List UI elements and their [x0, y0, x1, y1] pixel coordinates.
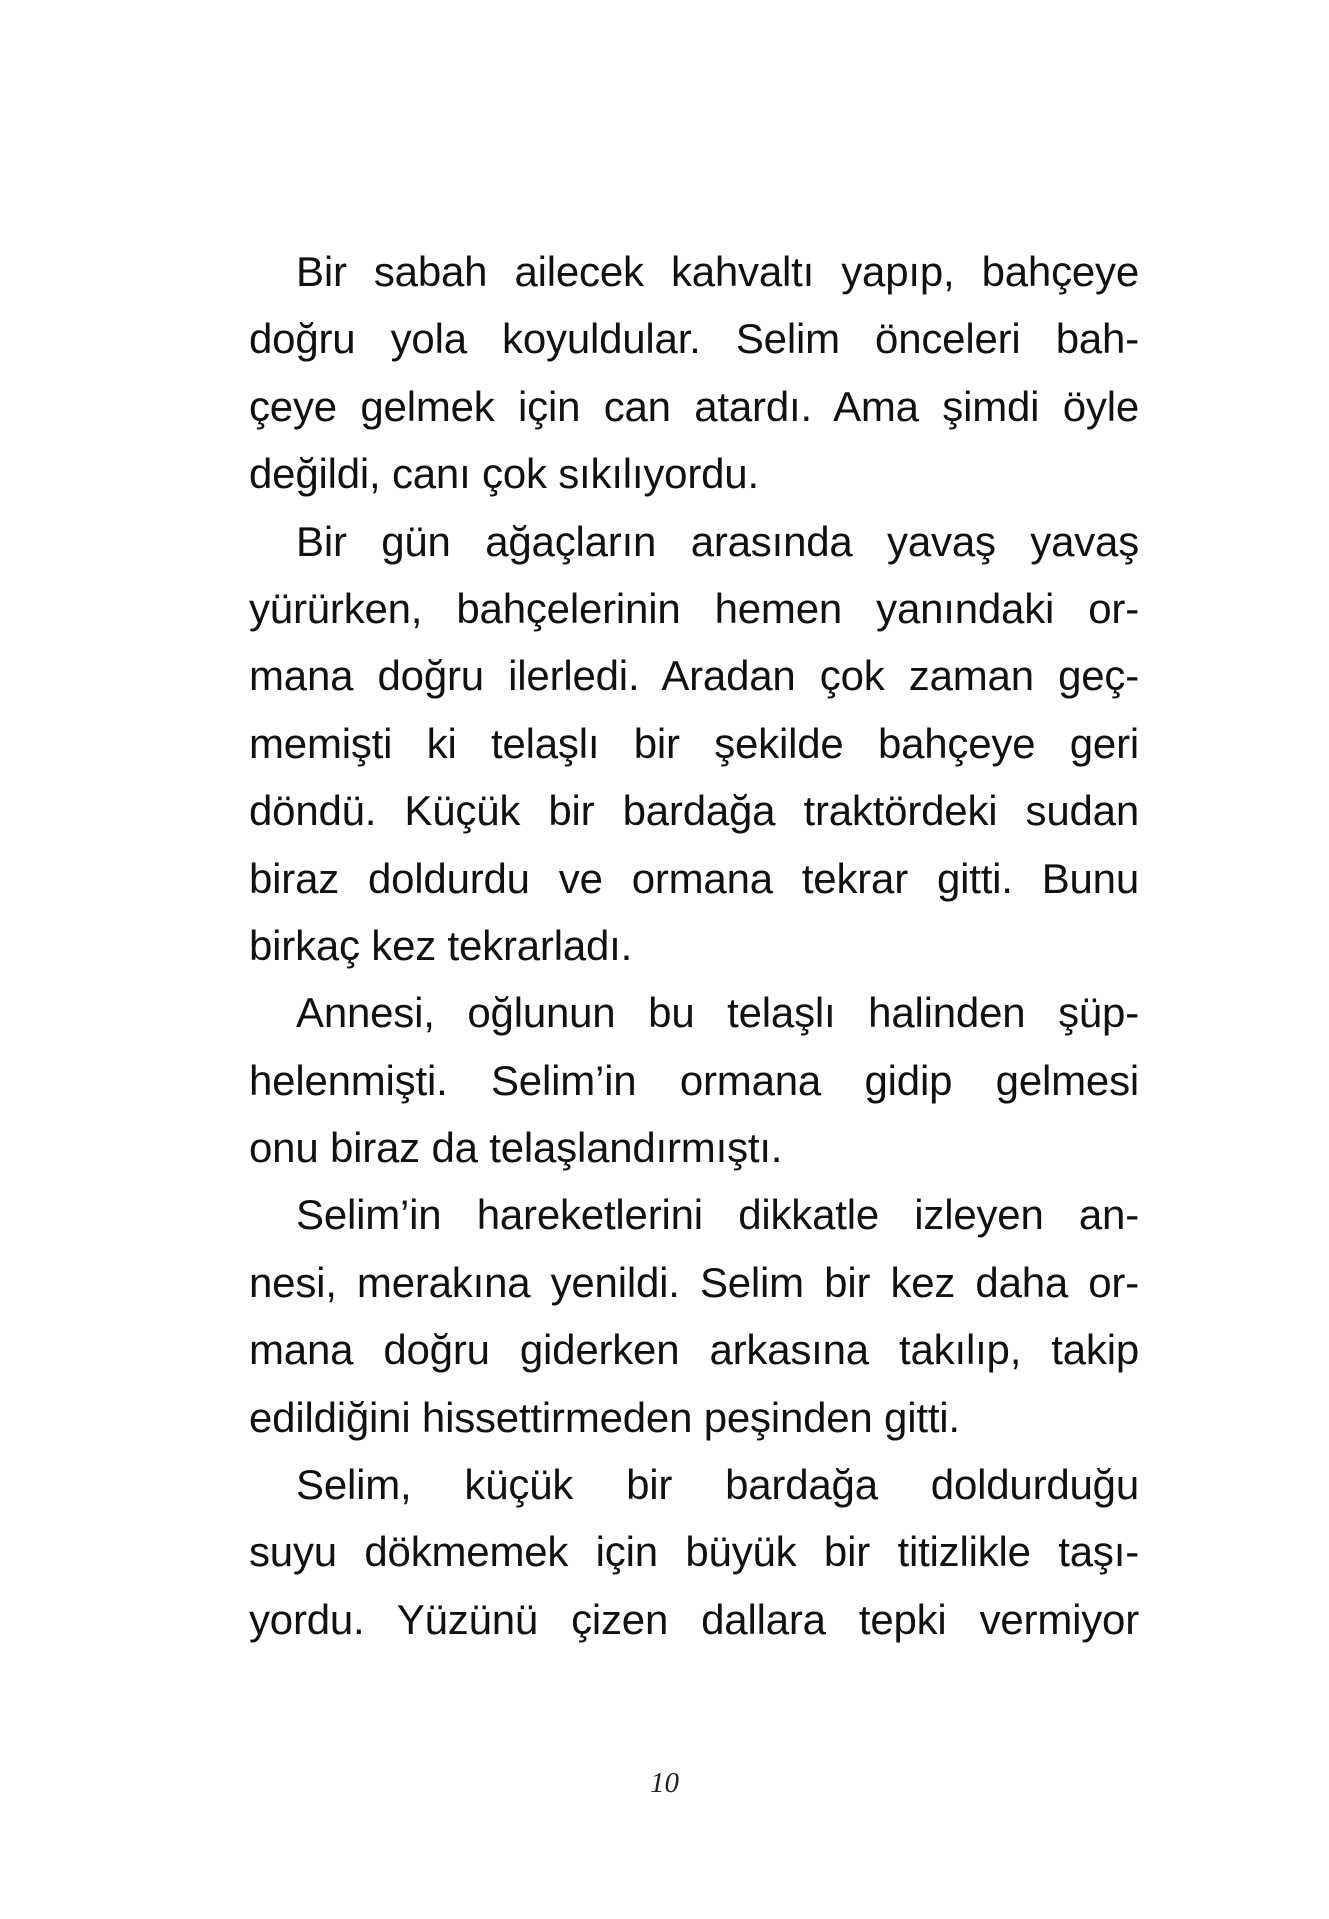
text-line: birkaç kez tekrarladı. — [249, 921, 633, 969]
paragraph — [249, 1451, 1139, 1653]
text-line: biraz doldurdu ve ormana tekrar gitti. Bunu — [249, 854, 1139, 902]
text-line: onu biraz da telaşlandırmıştı. — [249, 1124, 783, 1172]
paragraph — [249, 238, 1139, 508]
body-text — [249, 238, 1139, 1653]
text-line: nesi, merakına yenildi. Selim bir kez daha or- — [249, 1258, 1139, 1306]
text-line: döndü. Küçük bir bardağa traktördeki sudan — [249, 787, 1139, 835]
paragraph — [249, 1181, 1139, 1451]
page-number: 10 — [650, 1767, 679, 1799]
text-line: Bir gün ağaçların arasında yavaş yavaş — [296, 517, 1139, 565]
text-line: yordu. Yüzünü çizen dallara tepki vermiyor — [249, 1595, 1139, 1643]
text-line: helenmişti. Selim’in ormana gidip gelmesi — [249, 1056, 1139, 1104]
text-line: doğru yola koyuldular. Selim önceleri bah- — [249, 315, 1139, 363]
text-line: Selim, küçük bir bardağa doldurduğu — [296, 1461, 1139, 1509]
text-line: suyu dökmemek için büyük bir titizlikle taşı- — [249, 1528, 1139, 1576]
text-line: Bir sabah ailecek kahvaltı yapıp, bahçeye — [296, 248, 1139, 295]
paragraph — [249, 508, 1139, 980]
text-line: edildiğini hissettirmeden peşinden gitti. — [249, 1393, 960, 1441]
text-line: yürürken, bahçelerinin hemen yanındaki or- — [249, 584, 1139, 632]
text-line: Selim’in hareketlerini dikkatle izleyen an- — [296, 1191, 1139, 1239]
paragraph — [249, 979, 1139, 1181]
text-line: Annesi, oğlunun bu telaşlı halinden şüp- — [296, 989, 1139, 1037]
text-line: değildi, canı çok sıkılıyordu. — [249, 450, 759, 498]
text-line: mana doğru ilerledi. Aradan çok zaman geç- — [249, 652, 1139, 700]
text-line: çeye gelmek için can atardı. Ama şimdi öyle — [249, 382, 1139, 430]
text-line: mana doğru giderken arkasına takılıp, takip — [249, 1326, 1139, 1374]
text-line: memişti ki telaşlı bir şekilde bahçeye geri — [249, 719, 1139, 767]
